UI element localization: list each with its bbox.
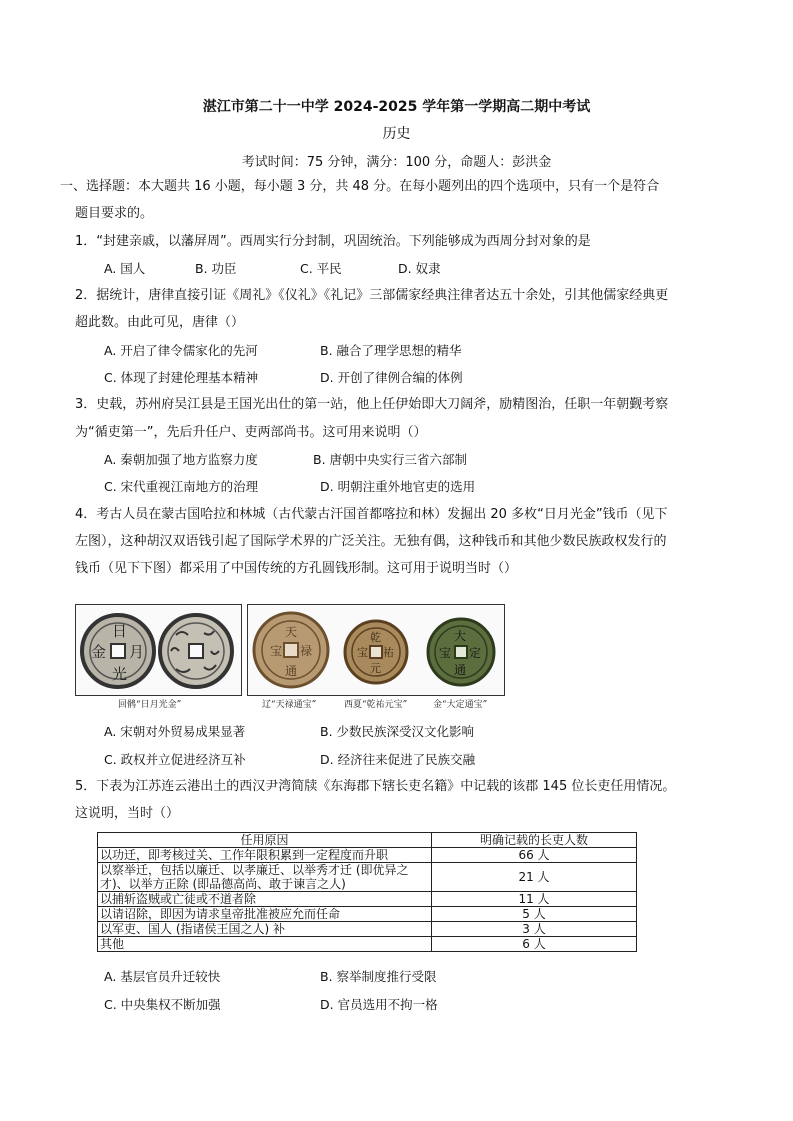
jin-coin [428, 619, 494, 685]
table-cell-count: 6 人 [432, 937, 637, 952]
caption-liao-coin: 辽“天禄通宝” [262, 700, 317, 710]
table-cell-reason: 其他 [98, 937, 432, 952]
svg-text:光: 光 [112, 665, 128, 683]
coin-figure-left [75, 604, 242, 696]
table-header-reason: 任用原因 [98, 833, 432, 848]
svg-text:宝: 宝 [270, 644, 283, 658]
svg-text:通: 通 [285, 664, 298, 678]
q4-option-d: D. 经济往来促进了民族交融 [320, 752, 476, 767]
q2-option-a: A. 开启了律令儒家化的先河 [104, 343, 258, 358]
q1-stem: 1．“封建亲戚，以藩屏周”。西周实行分封制，巩固统治。下列能够成为西周分封对象的是 [75, 234, 591, 249]
q4-stem-line2: 左图），这种胡汉双语钱引起了国际学术界的广泛关注。无独有偶，这种钱币和其他少数民族政权发行的 [75, 534, 667, 549]
svg-text:禄: 禄 [300, 644, 313, 658]
q1-option-a: A. 国人 [104, 261, 146, 276]
q3-stem-line1: 3．史载，苏州府吴江县是王国光出仕的第一站，他上任伊始即大刀阔斧，励精图治，任职一年朝觐考察 [75, 397, 669, 412]
q2-stem-line2: 超此数。由此可见，唐律（） [75, 315, 245, 330]
q4-option-c: C. 政权并立促进经济互补 [104, 752, 246, 767]
table-row [98, 863, 637, 892]
svg-text:乾: 乾 [370, 631, 381, 644]
table-row [98, 892, 637, 907]
uyghur-coin-image [76, 605, 241, 695]
caption-jin-coin: 金“大定通宝” [433, 700, 488, 710]
xixia-coin [345, 621, 407, 683]
svg-text:宝: 宝 [439, 646, 452, 660]
q4-stem-line1: 4．考古人员在蒙古国哈拉和林城（古代蒙古汗国首都喀拉和林）发掘出 20 多枚“日月光金”钱币（见下 [75, 507, 668, 522]
table-cell-reason: 以功迁，即考核过关、工作年限积累到一定程度而升职 [98, 848, 432, 863]
svg-text:定: 定 [469, 646, 482, 660]
coin-figure-right [247, 604, 505, 696]
exam-subject: 历史 [382, 126, 411, 142]
q4-option-a: A. 宋朝对外贸易成果显著 [104, 724, 246, 739]
table-header-count: 明确记载的长吏人数 [432, 833, 637, 848]
exam-info: 考试时间：75 分钟，满分：100 分，命题人：彭洪金 [241, 155, 552, 170]
table-row [98, 937, 637, 952]
q3-option-a: A. 秦朝加强了地方监察力度 [104, 452, 258, 467]
table-header-row [98, 833, 637, 848]
table-cell-count: 21 人 [432, 863, 637, 892]
svg-text:祐: 祐 [383, 646, 394, 659]
q5-option-c: C. 中央集权不断加强 [104, 997, 221, 1012]
table-cell-count: 66 人 [432, 848, 637, 863]
q2-option-d: D. 开创了律例合编的体例 [320, 370, 463, 385]
table-cell-reason: 以捕斩盗贼或亡徒或不道者除 [98, 892, 432, 907]
q4-stem-line3: 钱币（见下下图）都采用了中国传统的方孔圆钱形制。这可用于说明当时（） [75, 561, 518, 576]
svg-text:月: 月 [129, 643, 145, 661]
svg-text:日: 日 [112, 622, 128, 640]
section-heading-line2: 题目要求的。 [75, 206, 154, 221]
coin-obverse [82, 615, 154, 687]
caption-xixia-coin: 西夏“乾祐元宝” [344, 700, 408, 710]
table-row [98, 922, 637, 937]
q1-option-c: C. 平民 [300, 261, 342, 276]
svg-text:通: 通 [454, 663, 467, 677]
svg-text:金: 金 [91, 643, 107, 661]
q1-option-d: D. 奴隶 [398, 261, 441, 276]
q3-option-c: C. 宋代重视江南地方的治理 [104, 479, 259, 494]
svg-text:大: 大 [454, 629, 467, 643]
table-cell-count: 3 人 [432, 922, 637, 937]
minority-coins-image [248, 605, 504, 695]
table-cell-count: 11 人 [432, 892, 637, 907]
table-row [98, 848, 637, 863]
liao-coin [254, 613, 328, 687]
q4-option-b: B. 少数民族深受汉文化影响 [320, 724, 475, 739]
q1-option-b: B. 功臣 [195, 261, 237, 276]
appointment-table [97, 832, 637, 952]
q3-option-b: B. 唐朝中央实行三省六部制 [313, 452, 468, 467]
q5-stem-line2: 这说明，当时（） [75, 806, 180, 821]
exam-title: 湛江市第二十一中学 2024-2025 学年第一学期高二期中考试 [202, 99, 591, 115]
section-heading-line1: 一、选择题：本大题共 16 小题，每小题 3 分，共 48 分。在每小题列出的四个选项中，只有一个是符合 [60, 179, 660, 194]
table-cell-reason: 以察举迁，包括以廉迁、以孝廉迁、以举秀才迁 (即优异之才)、以举方正除 (即品德高尚、敢于谏言之人) [98, 863, 432, 892]
q2-option-b: B. 融合了理学思想的精华 [320, 343, 462, 358]
q2-stem-line1: 2．据统计，唐律直接引证《周礼》《仪礼》《礼记》三部儒家经典注律者达五十余处，引其他儒家经典更 [75, 288, 669, 303]
q5-option-a: A. 基层官员升迁较快 [104, 969, 221, 984]
q5-option-b: B. 察举制度推行受限 [320, 969, 437, 984]
svg-text:天: 天 [285, 625, 298, 639]
table-cell-count: 5 人 [432, 907, 637, 922]
q3-option-d: D. 明朝注重外地官吏的选用 [320, 479, 476, 494]
table-cell-reason: 以军吏、国人 (指诸侯王国之人) 补 [98, 922, 432, 937]
q5-stem-line1: 5．下表为江苏连云港出土的西汉尹湾简牍《东海郡下辖长吏名籍》中记载的该郡 145 位长吏任用情况。 [75, 779, 676, 794]
table-cell-reason: 以请诏除，即因为请求皇帝批准被应允而任命 [98, 907, 432, 922]
caption-uyghur-coin: 回鹘“日月光金” [118, 700, 182, 710]
coin-reverse [160, 615, 232, 687]
svg-text:宝: 宝 [357, 646, 368, 659]
svg-text:元: 元 [370, 662, 381, 675]
q5-option-d: D. 官员选用不拘一格 [320, 997, 438, 1012]
q2-option-c: C. 体现了封建伦理基本精神 [104, 370, 259, 385]
q3-stem-line2: 为“循吏第一”，先后升任户、吏两部尚书。这可用来说明（） [75, 425, 427, 440]
table-row [98, 907, 637, 922]
